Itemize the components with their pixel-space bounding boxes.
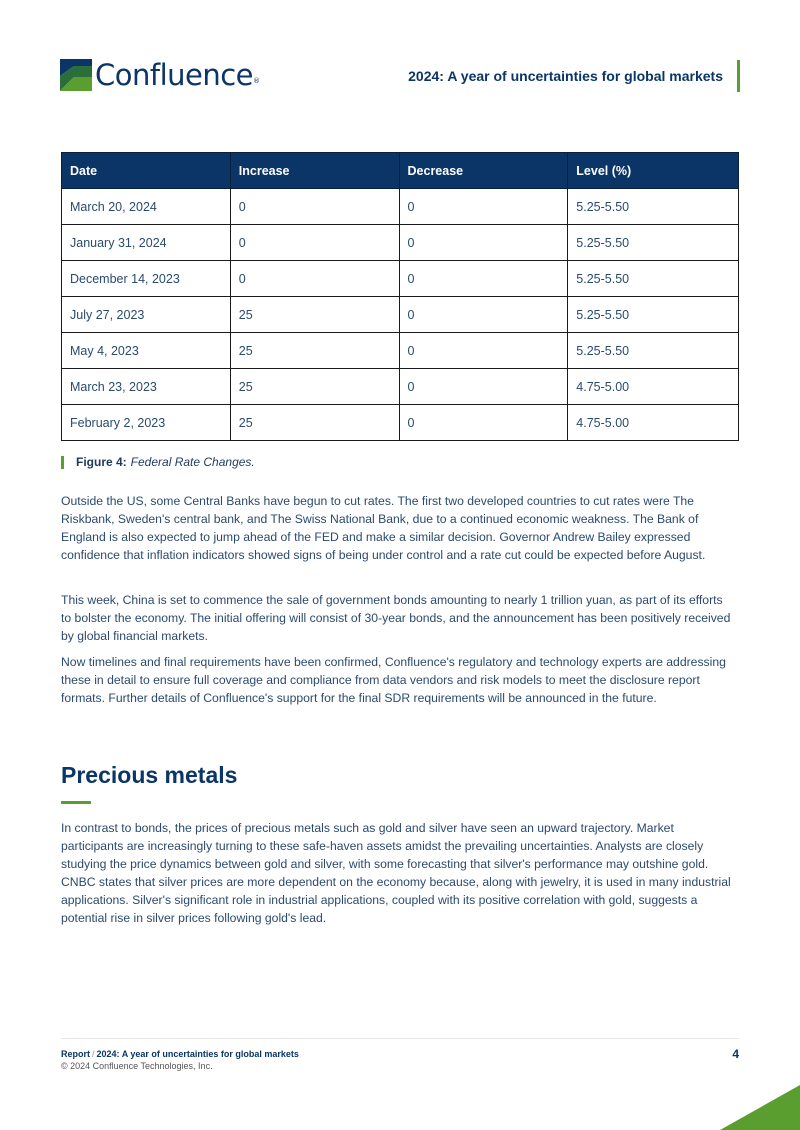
table-header-row [62, 153, 739, 189]
figure-caption [61, 455, 255, 469]
corner-triangle-icon [720, 1085, 800, 1130]
cell-decrease: 0 [399, 369, 568, 405]
cell-level: 5.25-5.50 [568, 261, 739, 297]
footer-report-label: Report [61, 1049, 90, 1059]
cell-decrease: 0 [399, 225, 568, 261]
cell-increase: 25 [230, 369, 399, 405]
cell-decrease: 0 [399, 261, 568, 297]
cell-date: February 2, 2023 [62, 405, 231, 441]
cell-decrease: 0 [399, 297, 568, 333]
paragraph-timelines: Now timelines and final requirements have been confirmed, Confluence's regulatory and technology experts are addressing these in detail to ensure full coverage and compliance from data vendors and risk models to meet the disclosure report formats. Further details of Confluence's support for the final SDR requirements will be announced in the future. [61, 655, 726, 705]
header-accent-bar [737, 60, 740, 92]
page-header [0, 0, 800, 110]
cell-increase: 0 [230, 225, 399, 261]
footer-divider [61, 1038, 739, 1039]
footer-report-line [61, 1048, 299, 1060]
column-header-level: Level (%) [568, 153, 739, 189]
logo-wordmark: Confluence® [95, 58, 260, 92]
cell-increase: 0 [230, 189, 399, 225]
caption-accent-bar [61, 456, 64, 469]
table-row [62, 333, 739, 369]
cell-decrease: 0 [399, 333, 568, 369]
table-row [62, 297, 739, 333]
cell-level: 4.75-5.00 [568, 369, 739, 405]
table-row [62, 225, 739, 261]
cell-level: 5.25-5.50 [568, 297, 739, 333]
paragraph-central-banks: Outside the US, some Central Banks have begun to cut rates. The first two developed countries to cut rates were The Riskbank, Sweden's central bank, and The Swiss National Bank, due to a continued economic weakness. The Bank of England is also expected to jump ahead of the FED and make a similar decision. Governor Andrew Bailey expressed confidence that inflation indicators showed signs of being under control and a rate cut could be expected before August. [61, 494, 706, 562]
cell-date: July 27, 2023 [62, 297, 231, 333]
cell-date: January 31, 2024 [62, 225, 231, 261]
footer-info [61, 1048, 299, 1072]
caption-label: Figure 4: [76, 455, 127, 469]
table-row [62, 189, 739, 225]
footer-report-title: 2024: A year of uncertainties for global markets [96, 1049, 299, 1059]
cell-decrease: 0 [399, 189, 568, 225]
header-title: 2024: A year of uncertainties for global markets [408, 68, 723, 84]
column-header-decrease: Decrease [399, 153, 568, 189]
page-number: 4 [732, 1047, 739, 1061]
cell-increase: 25 [230, 333, 399, 369]
cell-increase: 25 [230, 405, 399, 441]
section-title-underline [61, 801, 91, 804]
table-row [62, 261, 739, 297]
confluence-mark-icon [60, 59, 92, 91]
cell-level: 5.25-5.50 [568, 333, 739, 369]
column-header-date: Date [62, 153, 231, 189]
table-row [62, 369, 739, 405]
cell-date: March 23, 2023 [62, 369, 231, 405]
paragraph-china-bonds: This week, China is set to commence the sale of government bonds amounting to nearly 1 trillion yuan, as part of its efforts to bolster the economy. The initial offering will consist of 30-year bonds, and the announcement has been positively received by global financial markets. [61, 593, 731, 643]
paragraph-precious-metals: In contrast to bonds, the prices of precious metals such as gold and silver have seen an upward trajectory. Market participants are increasingly turning to these safe-haven assets amidst the prevailing uncertainties. Analysts are closely studying the price dynamics between gold and silver, with some forecasting that silver's performance may outshine gold. CNBC states that silver prices are more dependent on the economy because, along with jewelry, it is used in many industrial applications. Silver's significant role in industrial applications, coupled with its positive correlation with gold, suggests a potential rise in silver prices following gold's lead. [61, 821, 731, 925]
confluence-logo [60, 58, 260, 92]
federal-rate-table [61, 152, 739, 441]
footer-copyright: © 2024 Confluence Technologies, Inc. [61, 1061, 213, 1071]
cell-increase: 25 [230, 297, 399, 333]
cell-date: May 4, 2023 [62, 333, 231, 369]
caption-text: Federal Rate Changes. [130, 455, 255, 469]
cell-date: March 20, 2024 [62, 189, 231, 225]
cell-level: 5.25-5.50 [568, 189, 739, 225]
table-row [62, 405, 739, 441]
cell-date: December 14, 2023 [62, 261, 231, 297]
cell-level: 5.25-5.50 [568, 225, 739, 261]
cell-level: 4.75-5.00 [568, 405, 739, 441]
column-header-increase: Increase [230, 153, 399, 189]
section-title: Precious metals [61, 762, 238, 788]
cell-decrease: 0 [399, 405, 568, 441]
footer-separator: / [92, 1049, 95, 1059]
cell-increase: 0 [230, 261, 399, 297]
